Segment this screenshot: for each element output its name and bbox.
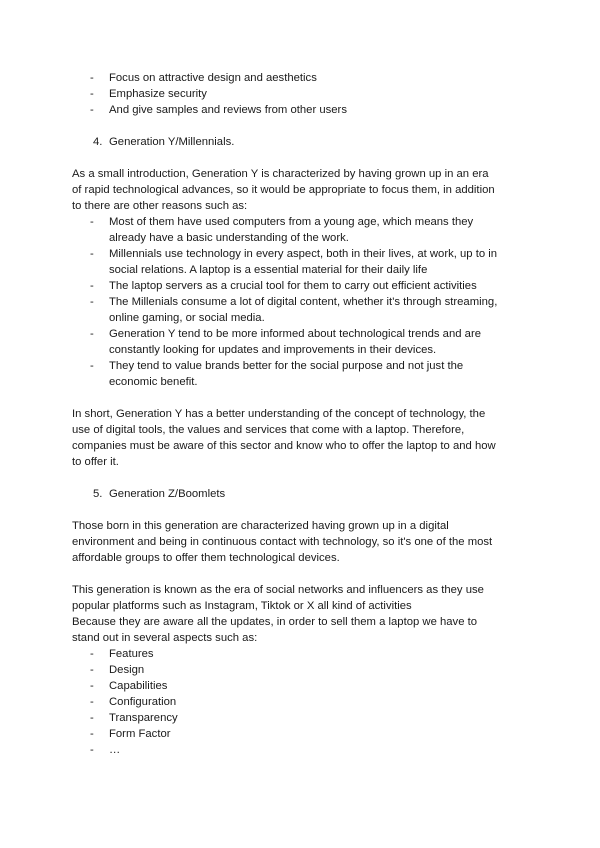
document-page: - Focus on attractive design and aesthetics - Emphasize security - And give samples and reviews from other users 4. Generation Y/Millennials. As a small introduction, Generation Y is characterized by having grown up in an era of rapid technological advances, so it would be appropriate to focus them, in addition to there are other reasons such as: - Most of them have used computers from a young age, which means they already have a basic understanding of the work. - Millennials use technology in every aspect, both in their lives, at work, up to in social relations. A laptop is a essential material for their daily life - The laptop servers as a crucial tool for them to carry out efficient activities - The Millenials consume a lot of digital content, whether it's through streaming, online gaming, or social media. - Generation Y tend to be more informed about technological trends and are constantly looking for updates and improvements in their devices. - They tend to value brands better for the social purpose and not just the economic benefit. In short, Generation Y has a better understanding of the concept of technology, the use of digital tools, the values and services that come with a laptop. Therefore, companies must be aware of this sector and know who to offer the laptop to and how to offer it. 5. Generation Z/Boomlets Those born in this generation are characterized having grown up in a digital environment and being in continuous contact with technology, so it's one of the most affordable groups to offer them technological devices. This generation is known as the era of social networks and influencers as they use popular platforms such as Instagram, Tiktok or X all kind of activities Because they are aware all the updates, in order to sell them a laptop we have to stand out in several aspects such as: - Features - Design - Capabilities - Configuration - Transparency - Form Factor - … [72, 72, 498, 756]
